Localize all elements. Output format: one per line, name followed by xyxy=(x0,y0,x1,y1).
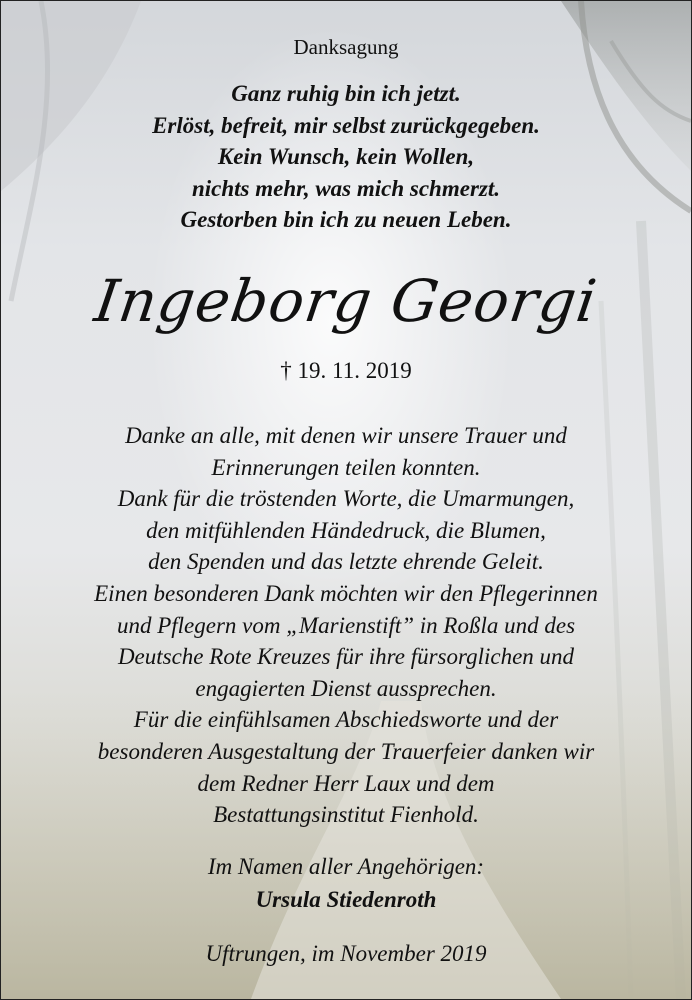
thanks-line: Erinnerungen teilen konnten. xyxy=(211,454,481,480)
poem xyxy=(1,78,691,236)
heading: Danksagung xyxy=(293,35,399,59)
signature-name: Ursula Stiedenroth xyxy=(255,887,437,912)
thanks-line: Danke an alle, mit denen wir unsere Trauer und xyxy=(125,423,567,448)
thanks-line: Einen besonderen Dank möchten wir den Pflegerinnen xyxy=(94,580,598,606)
thanks-line: Bestattungsinstitut Fienhold. xyxy=(213,802,479,828)
thanks-line: Für die einfühlsamen Abschiedsworte und der xyxy=(133,707,559,733)
poem-line: Ganz ruhig bin ich jetzt. xyxy=(231,81,461,106)
place-date: Uftrungen, im November 2019 xyxy=(205,941,487,966)
thanks-line: den mitfühlenden Händedruck, die Blumen, xyxy=(146,517,546,543)
thanks-line: Dank für die tröstenden Worte, die Umarmungen, xyxy=(117,486,575,512)
poem-line: Erlöst, befreit, mir selbst zurückgegeben. xyxy=(152,112,540,138)
death-date: † 19. 11. 2019 xyxy=(280,358,412,383)
poem-line: Kein Wunsch, kein Wollen, xyxy=(217,144,475,169)
thanks-text xyxy=(1,420,691,831)
thanks-line: Deutsche Rote Kreuzes für ihre fürsorglichen und xyxy=(117,644,575,670)
deceased-name: Ingeborg Georgi xyxy=(90,267,602,335)
thanks-line: besonderen Ausgestaltung der Trauerfeier danken wir xyxy=(97,738,595,764)
thanks-line: engagierten Dienst aussprechen. xyxy=(195,675,497,701)
thanks-line: und Pflegern vom „Marienstift” in Roßla und des xyxy=(116,612,576,638)
poem-line: Gestorben bin ich zu neuen Leben. xyxy=(180,207,512,232)
thanks-line: dem Redner Herr Laux und dem xyxy=(197,770,495,796)
poem-line: nichts mehr, was mich schmerzt. xyxy=(191,175,500,201)
signature-intro: Im Namen aller Angehörigen: xyxy=(207,854,485,879)
thanks-line: den Spenden und das letzte ehrende Geleit. xyxy=(148,549,544,575)
